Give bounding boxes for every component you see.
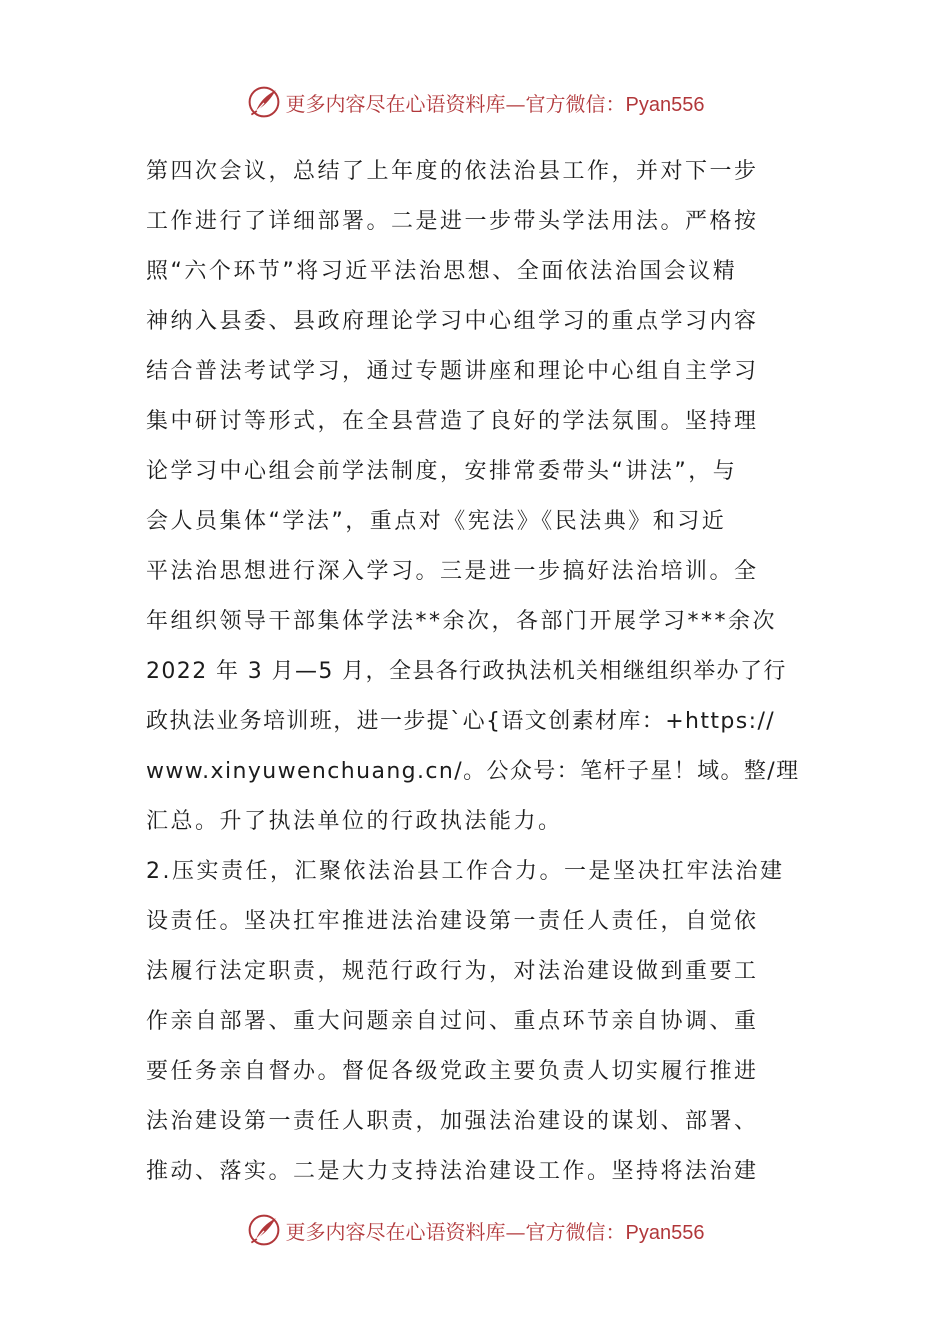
- text-line: 汇总。升了执法单位的行政执法能力。: [146, 809, 563, 834]
- header-wechat-label: 官方微信：: [525, 91, 626, 116]
- text-line: 会人员集体“学法”，重点对《宪法》《民法典》和习近: [146, 509, 727, 534]
- text-line: 要任务亲自督办。督促各级党政主要负责人切实履行推进: [146, 1059, 759, 1084]
- header-dash: —: [505, 91, 526, 116]
- footer-banner: [0, 1210, 950, 1250]
- text-line: 推动、落实。二是大力支持法治建设工作。坚持将法治建: [146, 1159, 759, 1184]
- document-body: [146, 147, 806, 1197]
- text-line: 第四次会议，总结了上年度的依法治县工作，并对下一步: [146, 159, 759, 184]
- header-text: [286, 88, 705, 117]
- footer-wechat-label: 官方微信：: [525, 1219, 626, 1244]
- quill-logo-icon: [246, 1212, 282, 1248]
- header-wechat-id: Pyan556: [625, 93, 705, 116]
- text-line: 集中研讨等形式，在全县营造了良好的学法氛围。坚持理: [146, 409, 759, 434]
- text-line: 法治建设第一责任人职责，加强法治建设的谋划、部署、: [146, 1109, 759, 1134]
- text-line: 结合普法考试学习，通过专题讲座和理论中心组自主学习: [146, 359, 759, 384]
- footer-wechat-id: Pyan556: [625, 1221, 705, 1244]
- text-line: 作亲自部署、重大问题亲自过问、重点环节亲自协调、重: [146, 1009, 759, 1034]
- text-line: www.xinyuwenchuang.cn/。公众号：笔杆子星！域。整/理: [146, 759, 800, 784]
- header-banner: [0, 82, 950, 122]
- footer-dash: —: [505, 1219, 526, 1244]
- footer-text: [286, 1216, 705, 1245]
- text-line: 平法治思想进行深入学习。三是进一步搞好法治培训。全: [146, 559, 759, 584]
- text-line: 设责任。坚决扛牢推进法治建设第一责任人责任，自觉依: [146, 909, 759, 934]
- footer-brand: 更多内容尽在心语资料库: [285, 1219, 506, 1244]
- text-line: 论学习中心组会前学法制度，安排常委带头“讲法”，与: [146, 459, 738, 484]
- quill-logo-icon: [246, 84, 282, 120]
- header-brand: 更多内容尽在心语资料库: [285, 91, 506, 116]
- text-line: 2022 年 3 月—5 月，全县各行政执法机关相继组织举办了行: [146, 659, 787, 684]
- text-line: 神纳入县委、县政府理论学习中心组学习的重点学习内容: [146, 309, 759, 334]
- text-line: 法履行法定职责，规范行政行为，对法治建设做到重要工: [146, 959, 759, 984]
- text-line: 2.压实责任，汇聚依法治县工作合力。一是坚决扛牢法治建: [146, 859, 785, 884]
- text-line: 年组织领导干部集体学法**余次，各部门开展学习***余次: [146, 609, 778, 634]
- text-line: 工作进行了详细部署。二是进一步带头学法用法。严格按: [146, 209, 759, 234]
- text-line: 照“六个环节”将习近平法治思想、全面依法治国会议精: [146, 259, 738, 284]
- text-line: 政执法业务培训班，进一步提`心{语文创素材库：+https://: [146, 709, 776, 734]
